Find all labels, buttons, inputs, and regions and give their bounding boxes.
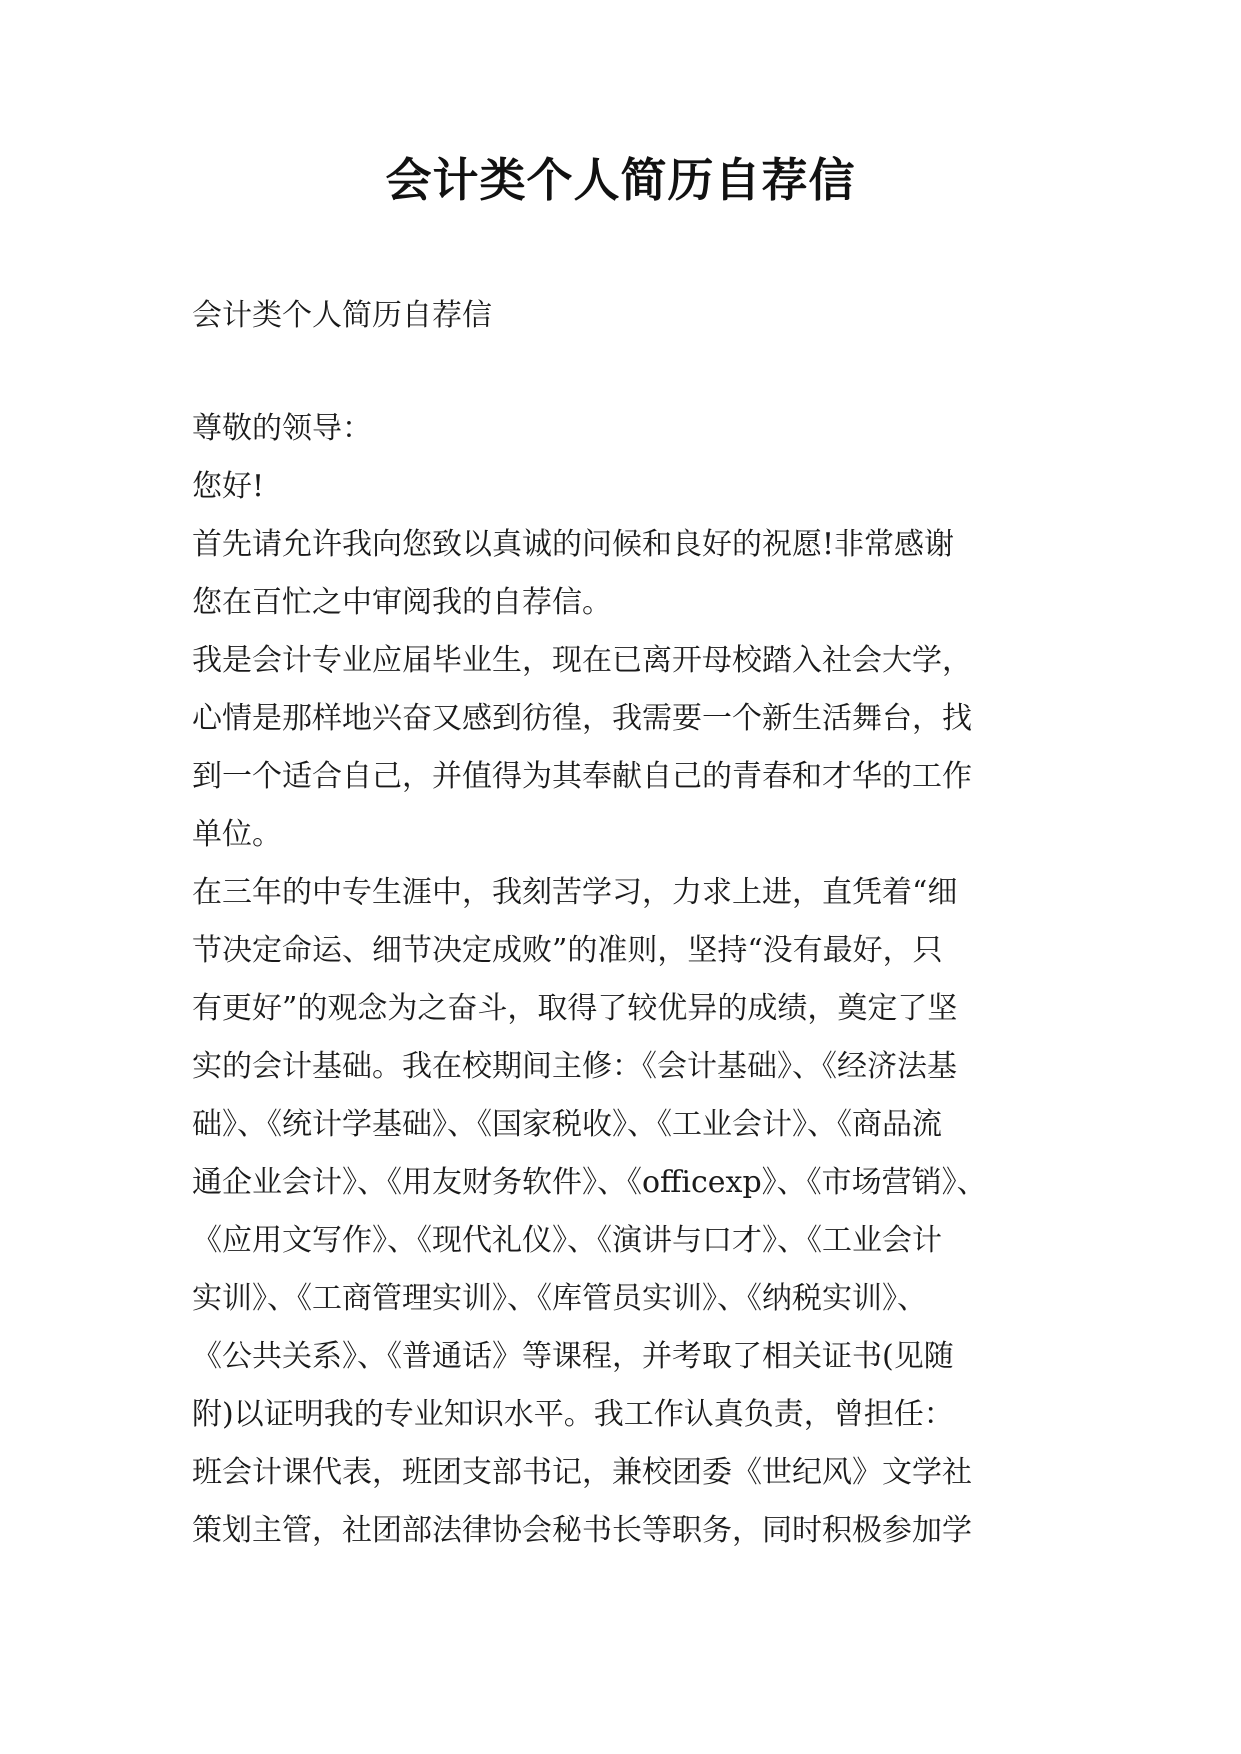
body-line: 实的会计基础。我在校期间主修：《会计基础》、《经济法基 [192, 1049, 957, 1084]
body-line: 础》、《统计学基础》、《国家税收》、《工业会计》、《商品流 [192, 1107, 942, 1142]
body-line: 首先请允许我向您致以真诚的问候和良好的祝愿!非常感谢 [192, 527, 955, 562]
greeting-line: 您好! [192, 469, 265, 504]
body-line: 心情是那样地兴奋又感到彷徨，我需要一个新生活舞台，找 [192, 701, 972, 736]
body-line: 到一个适合自己，并值得为其奉献自己的青春和才华的工作 [192, 759, 972, 794]
body-line: 在三年的中专生涯中，我刻苦学习，力求上进，直凭着“细 [192, 875, 958, 910]
body-line: 附)以证明我的专业知识水平。我工作认真负责，曾担任： [192, 1397, 954, 1432]
body-line: 策划主管，社团部法律协会秘书长等职务，同时积极参加学 [192, 1513, 972, 1548]
body-line: 单位。 [192, 817, 282, 852]
body-line: 班会计课代表，班团支部书记，兼校团委《世纪风》文学社 [192, 1455, 972, 1490]
body-line: 通企业会计》、《用友财务软件》、《officexp》、《市场营销》、 [192, 1165, 987, 1200]
salutation-line: 尊敬的领导： [192, 411, 372, 446]
body-line: 节决定命运、细节决定成败”的准则，坚持“没有最好，只 [192, 933, 943, 968]
body-line: 《应用文写作》、《现代礼仪》、《演讲与口才》、《工业会计 [192, 1223, 942, 1258]
document-title: 会计类个人简历自荐信 [385, 153, 856, 207]
body-line: 有更好”的观念为之奋斗，取得了较优异的成绩，奠定了坚 [192, 991, 958, 1026]
body-line: 《公共关系》、《普通话》等课程，并考取了相关证书(见随 [192, 1339, 954, 1374]
body-line: 我是会计专业应届毕业生，现在已离开母校踏入社会大学， [192, 643, 972, 678]
subtitle-line: 会计类个人简历自荐信 [192, 298, 492, 333]
body-line: 实训》、《工商管理实训》、《库管员实训》、《纳税实训》、 [192, 1281, 927, 1316]
body-line: 您在百忙之中审阅我的自荐信。 [192, 585, 612, 620]
